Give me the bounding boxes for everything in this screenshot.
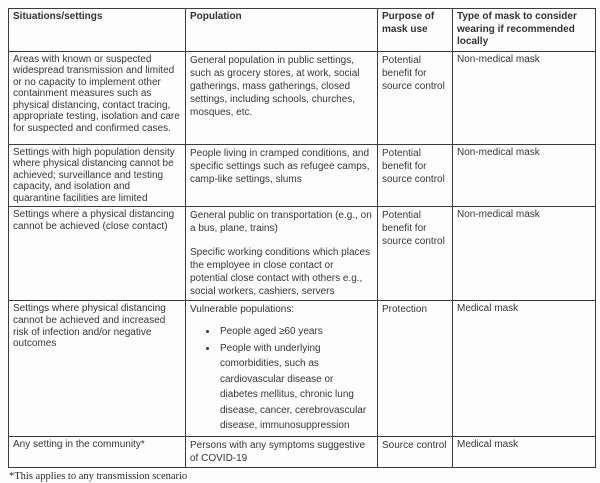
table-row (9, 301, 596, 437)
table-footnote: *This applies to any transmission scenario (9, 470, 188, 482)
column-header-purpose: Purpose of mask use (378, 9, 453, 52)
header-row (9, 9, 596, 52)
situation-cell: Settings with high population density where physical distancing cannot be achieved; surveillance and testing capacity, and isolation and quarantine facilities are limited (9, 144, 186, 207)
population-cell (186, 144, 378, 207)
column-header-population: Population (186, 9, 378, 52)
population-cell (186, 301, 378, 437)
purpose-cell: Potential benefit for source control (378, 144, 453, 207)
population-paragraph: Persons with any symptoms suggestive of COVID-19 (190, 439, 366, 464)
mask-type-cell: Non-medical mask (453, 51, 596, 144)
population-bullet: • People aged ≥60 years (218, 324, 372, 340)
table-row (9, 144, 596, 207)
population-paragraph: Vulnerable populations: (190, 304, 295, 316)
population-paragraph: General public on transportation (e.g., on a bus, plane, trains) (190, 210, 372, 235)
purpose-cell: Protection (378, 301, 453, 437)
mask-type-cell: Medical mask (453, 436, 596, 467)
population-bullet: • People with underlying comorbidities, such as cardiovascular disease or diabetes mellitus, chronic lung disease, cancer, cerebrovascular disease, immunosuppression (218, 341, 372, 434)
column-header-mask-type: Type of mask to consider wearing if recommended locally (453, 9, 596, 52)
situation-cell: Settings where physical distancing cannot be achieved and increased risk of infection and/or negative outcomes (9, 301, 186, 437)
situation-cell: Any setting in the community* (9, 436, 186, 467)
population-cell (186, 436, 378, 467)
table-row (9, 436, 596, 467)
mask-type-cell: Non-medical mask (453, 207, 596, 301)
population-cell (186, 207, 378, 301)
column-header-situations: Situations/settings (9, 9, 186, 52)
table-row (9, 51, 596, 144)
mask-guidance-table (8, 8, 596, 468)
mask-type-cell: Non-medical mask (453, 144, 596, 207)
population-paragraph: Specific working conditions which places the employee in close contact or potential close contact with others e.g., social workers, cashiers, servers (190, 247, 371, 298)
purpose-cell: Source control (378, 436, 453, 467)
purpose-cell: Potential benefit for source control (378, 207, 453, 301)
population-paragraph: People living in cramped conditions, and specific settings such as refugee camps, camp-like settings, slums (190, 147, 370, 185)
population-bullet-list (190, 324, 372, 434)
purpose-cell: Potential benefit for source control (378, 51, 453, 144)
population-paragraph: General population in public settings, such as grocery stores, at work, social gatherings, mass gatherings, closed settings, including schools, churches, mosques, etc. (190, 54, 360, 118)
table-row (9, 207, 596, 301)
situation-cell: Settings where a physical distancing cannot be achieved (close contact) (9, 207, 186, 301)
mask-type-cell: Medical mask (453, 301, 596, 437)
situation-cell: Areas with known or suspected widespread transmission and limited or no capacity to implement other containment measures such as physical distancing, contact tracing, appropriate testing, isolation and care for suspected and confirmed cases. (9, 51, 186, 144)
population-cell (186, 51, 378, 144)
